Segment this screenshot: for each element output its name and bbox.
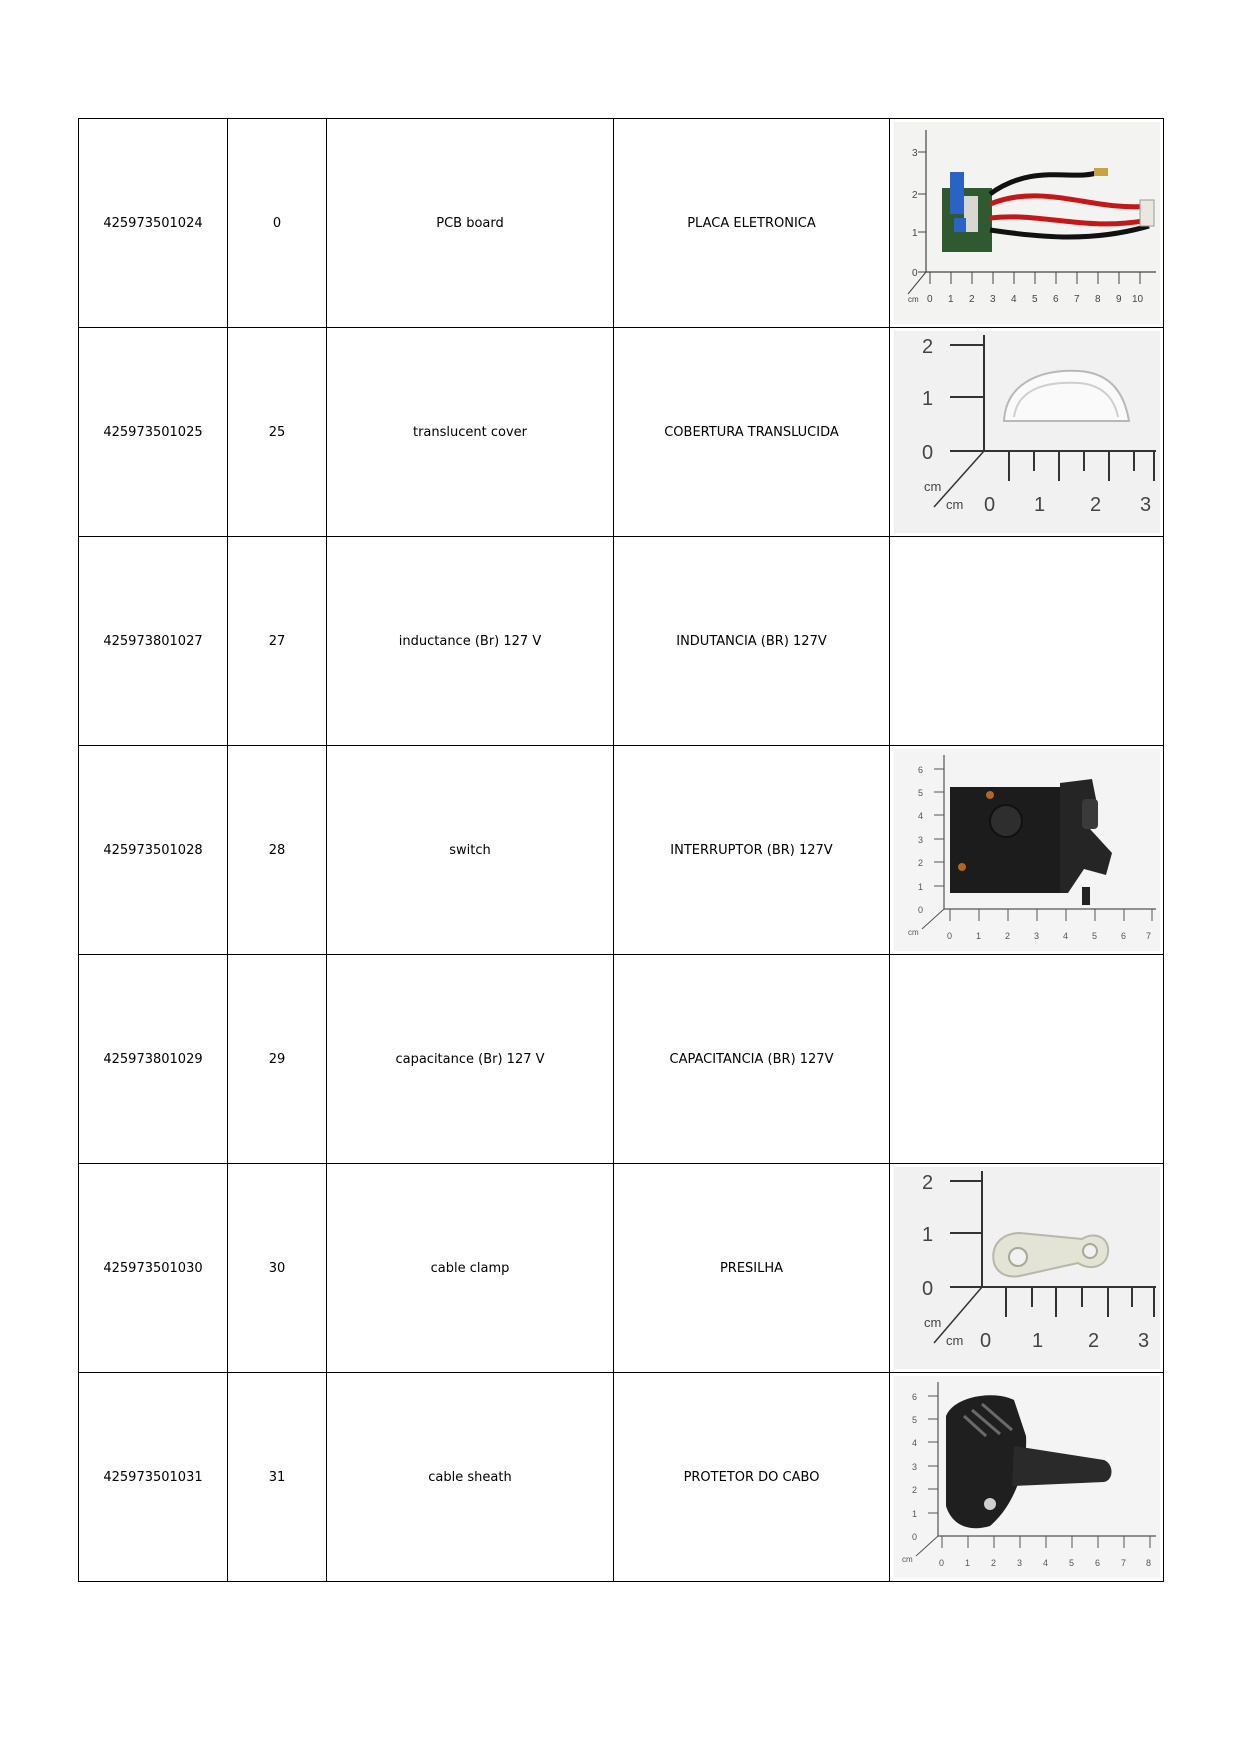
scale-label: 2 (968, 294, 975, 305)
cable-sheath-photo (894, 1376, 1160, 1578)
scale-label: 2 (921, 336, 933, 358)
scale-label: 2 (917, 858, 923, 868)
scale-label: 5 (1091, 931, 1097, 941)
scale-label: 2 (1089, 494, 1101, 516)
scale-label: 1 (921, 388, 933, 410)
description-pt: PROTETOR DO CABO (614, 1373, 890, 1582)
scale-label: 7 (1120, 1558, 1126, 1568)
translucent-cover-photo (894, 331, 1160, 533)
pcb-board-photo (894, 122, 1160, 324)
scale-label: 1 (975, 931, 981, 941)
scale-label: 5 (1031, 294, 1038, 305)
description-pt: PRESILHA (614, 1164, 890, 1373)
description-en: cable clamp (327, 1164, 614, 1373)
scale-label: 10 (1131, 294, 1143, 305)
description-en: translucent cover (327, 328, 614, 537)
scale-label: 7 (1145, 931, 1151, 941)
parts-table (78, 118, 1164, 1582)
scale-label: 0 (911, 268, 918, 279)
scale-label: 7 (1073, 294, 1080, 305)
scale-label: 4 (917, 811, 923, 821)
scale-label: 2 (921, 1172, 933, 1194)
scale-label: 0 (979, 1330, 991, 1352)
empty-image-cell (890, 537, 1164, 746)
scale-label: 3 (1033, 931, 1039, 941)
scale-label: 2 (911, 1485, 917, 1495)
table-row (79, 1164, 1164, 1373)
scale-label: 3 (989, 294, 996, 305)
scale-label: 1 (1031, 1330, 1043, 1352)
scale-label: 4 (1042, 1558, 1048, 1568)
scale-label: 3 (911, 1462, 917, 1472)
scale-label: 3 (911, 148, 918, 159)
scale-unit: cm (907, 928, 919, 937)
scale-label: 1 (921, 1224, 933, 1246)
scale-label: 1 (947, 294, 954, 305)
position: 27 (228, 537, 327, 746)
description-en: inductance (Br) 127 V (327, 537, 614, 746)
scale-label: 2 (1004, 931, 1010, 941)
scale-label: 3 (1137, 1330, 1149, 1352)
scale-label: 6 (911, 1392, 917, 1402)
position: 28 (228, 746, 327, 955)
scale-label: 5 (911, 1415, 917, 1425)
scale-label: 3 (1139, 494, 1151, 516)
scale-label: 0 (938, 1558, 944, 1568)
position: 29 (228, 955, 327, 1164)
description-pt: CAPACITANCIA (BR) 127V (614, 955, 890, 1164)
part-number: 425973801029 (79, 955, 228, 1164)
scale-unit: cm (923, 1315, 941, 1330)
scale-label: 4 (911, 1438, 917, 1448)
position: 25 (228, 328, 327, 537)
part-number: 425973801027 (79, 537, 228, 746)
scale-label: 0 (946, 931, 952, 941)
scale-label: 8 (1094, 294, 1101, 305)
part-number: 425973501025 (79, 328, 228, 537)
scale-label: 0 (921, 442, 933, 464)
description-en: PCB board (327, 119, 614, 328)
scale-label: 9 (1115, 294, 1122, 305)
scale-label: 6 (1120, 931, 1126, 941)
switch-photo (894, 749, 1160, 951)
description-pt: INTERRUPTOR (BR) 127V (614, 746, 890, 955)
scale-label: 2 (990, 1558, 996, 1568)
scale-label: 5 (917, 788, 923, 798)
scale-label: 8 (1145, 1558, 1151, 1568)
scale-label: 6 (917, 765, 923, 775)
scale-unit: cm (945, 497, 963, 512)
position: 31 (228, 1373, 327, 1582)
scale-label: 0 (926, 294, 933, 305)
description-en: switch (327, 746, 614, 955)
scale-unit: cm (945, 1333, 963, 1348)
scale-unit: cm (923, 479, 941, 494)
scale-label: 0 (983, 494, 995, 516)
empty-image-cell (890, 955, 1164, 1164)
scale-label: 1 (1033, 494, 1045, 516)
scale-label: 0 (921, 1278, 933, 1300)
part-number: 425973501024 (79, 119, 228, 328)
table-row (79, 119, 1164, 328)
scale-label: 1 (917, 882, 923, 892)
description-pt: INDUTANCIA (BR) 127V (614, 537, 890, 746)
scale-label: 4 (1010, 294, 1017, 305)
table-row (79, 1373, 1164, 1582)
scale-label: 6 (1094, 1558, 1100, 1568)
table-row (79, 328, 1164, 537)
scale-label: 0 (911, 1532, 917, 1542)
scale-label: 3 (1016, 1558, 1022, 1568)
scale-label: 1 (911, 1509, 917, 1519)
scale-label: 6 (1052, 294, 1059, 305)
position: 0 (228, 119, 327, 328)
position: 30 (228, 1164, 327, 1373)
scale-label: 1 (911, 228, 918, 239)
scale-unit: cm (907, 295, 919, 304)
part-number: 425973501030 (79, 1164, 228, 1373)
cable-clamp-photo (894, 1167, 1160, 1369)
description-en: capacitance (Br) 127 V (327, 955, 614, 1164)
table-row (79, 955, 1164, 1164)
table-row (79, 746, 1164, 955)
scale-label: 3 (917, 835, 923, 845)
description-pt: PLACA ELETRONICA (614, 119, 890, 328)
scale-unit: cm (901, 1555, 913, 1564)
table-row (79, 537, 1164, 746)
scale-label: 5 (1068, 1558, 1074, 1568)
description-pt: COBERTURA TRANSLUCIDA (614, 328, 890, 537)
scale-label: 4 (1062, 931, 1068, 941)
part-number: 425973501031 (79, 1373, 228, 1582)
scale-label: 2 (911, 190, 918, 201)
part-number: 425973501028 (79, 746, 228, 955)
description-en: cable sheath (327, 1373, 614, 1582)
scale-label: 2 (1087, 1330, 1099, 1352)
scale-label: 1 (964, 1558, 970, 1568)
scale-label: 0 (917, 905, 923, 915)
